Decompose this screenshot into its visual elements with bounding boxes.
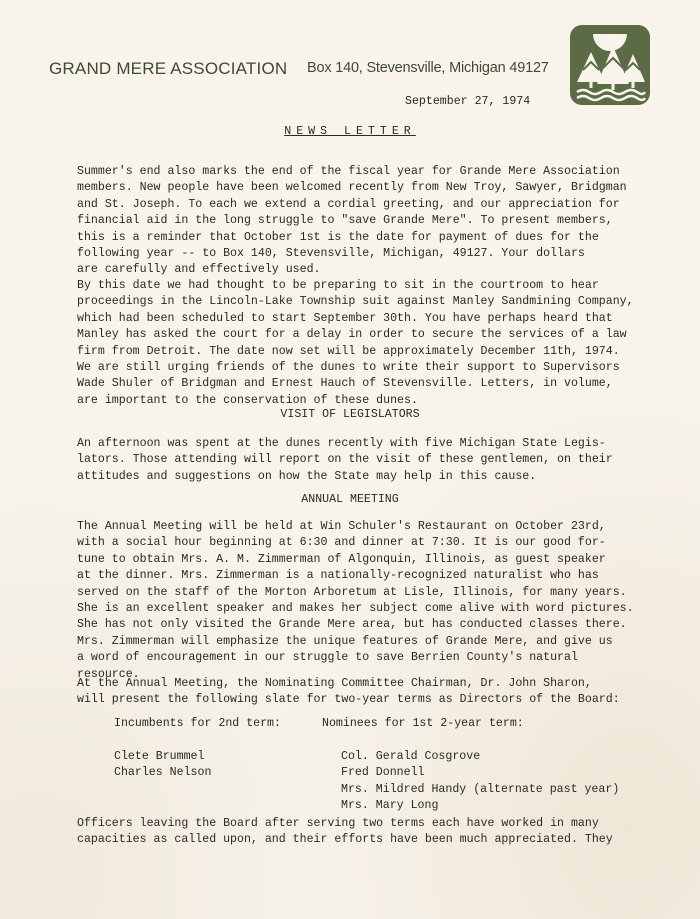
text-line: following year -- to Box 140, Stevensville, Michigan, 49127. Your dollars: [77, 247, 585, 261]
newsletter-title: NEWS LETTER: [284, 125, 416, 138]
text-line: We are still urging friends of the dunes to write their support to Supervisors: [77, 361, 620, 375]
text-line: are carefully and effectively used.: [77, 263, 321, 277]
text-line: Manley has asked the court for a delay in order to secure the services of a law: [77, 328, 627, 342]
text-line: members. New people have been welcomed recently from New Troy, Sawyer, Bridgman: [77, 181, 627, 195]
nominee-name: Mrs. Mildred Handy (alternate past year): [341, 782, 620, 796]
pine-trees-sun-logo-icon: [569, 24, 651, 106]
text-line: will present the following slate for two-year terms as Directors of the Board:: [77, 693, 620, 707]
text-line: resource.: [77, 667, 140, 681]
nominee-name: Mrs. Mary Long: [341, 799, 439, 813]
text-line: lators. Those attending will report on the visit of these gentlemen, on their: [77, 453, 613, 467]
text-line: By this date we had thought to be preparing to sit in the courtroom to hear: [77, 279, 599, 292]
section-heading-annual: ANNUAL MEETING: [301, 493, 399, 506]
text-line: are important to the conservation of these dunes.: [77, 393, 418, 407]
org-name: GRAND MERE ASSOCIATION: [49, 59, 288, 78]
text-line: The Annual Meeting will be held at Win Schuler's Restaurant on October 23rd,: [77, 520, 606, 533]
text-line: She is an excellent speaker and makes her subject come alive with word pictures.: [77, 602, 634, 616]
text-line: At the Annual Meeting, the Nominating Committee Chairman, Dr. John Sharon,: [77, 677, 592, 690]
nominees-column: [322, 716, 524, 732]
incumbent-name: Clete Brummel: [114, 749, 205, 763]
nominee-name: Col. Gerald Cosgrove: [341, 750, 481, 763]
paragraph-annual-meeting: [77, 519, 637, 683]
org-address: Box 140, Stevensville, Michigan 49127: [307, 60, 549, 76]
text-line: Officers leaving the Board after serving two terms each have worked in many: [77, 817, 599, 830]
paragraph-court-case: [77, 278, 637, 409]
spacer: [114, 732, 281, 748]
text-line: tune to obtain Mrs. A. M. Zimmerman of Algonquin, Illinois, as guest speaker: [77, 552, 606, 566]
text-line: this is a reminder that October 1st is the date for payment of dues for the: [77, 230, 599, 244]
text-line: Summer's end also marks the end of the fiscal year for Grande Mere Association: [77, 165, 620, 178]
text-line: attitudes and suggestions on how the State may help in this cause.: [77, 469, 537, 483]
paragraph-fiscal-year: [77, 164, 637, 279]
nominees-header: Nominees for 1st 2-year term:: [322, 717, 524, 730]
text-line: which had been scheduled to start September 30th. You have perhaps heard that: [77, 311, 613, 325]
text-line: served on the staff of the Morton Arboretum at Lisle, Illinois, for many years.: [77, 585, 627, 599]
nominee-name: Fred Donnell: [341, 766, 425, 780]
incumbent-name: Charles Nelson: [114, 766, 212, 780]
nominees-list: [341, 749, 619, 815]
text-line: Wade Shuler of Bridgman and Ernest Hauch of Stevensville. Letters, in volume,: [77, 377, 613, 391]
paragraph-officers: [77, 816, 637, 849]
text-line: firm from Detroit. The date now set will be approximately December 11th, 1974.: [77, 344, 620, 358]
text-line: proceedings in the Lincoln-Lake Township suit against Manley Sandmining Company,: [77, 295, 634, 309]
text-line: She has not only visited the Grande Mere area, but has conducted classes there.: [77, 618, 627, 632]
paragraph-nominating: [77, 676, 637, 709]
section-heading-visit: VISIT OF LEGISLATORS: [280, 408, 420, 421]
letter-date: September 27, 1974: [405, 95, 531, 108]
paragraph-legislators: [77, 436, 637, 485]
incumbents-column: [114, 716, 281, 782]
text-line: financial aid in the long struggle to "save Grande Mere". To present members,: [77, 214, 613, 228]
text-line: and St. Joseph. To each we extend a cordial greeting, and our appreciation for: [77, 197, 620, 211]
incumbents-header: Incumbents for 2nd term:: [114, 717, 281, 730]
text-line: An afternoon was spent at the dunes recently with five Michigan State Legis-: [77, 437, 606, 450]
text-line: Mrs. Zimmerman will emphasize the unique features of Grande Mere, and give us: [77, 634, 613, 648]
text-line: capacities as called upon, and their efforts have been much appreciated. They: [77, 833, 613, 847]
text-line: at the dinner. Mrs. Zimmerman is a nationally-recognized naturalist who has: [77, 569, 599, 583]
text-line: a word of encouragement in our struggle to save Berrien County's natural: [77, 651, 578, 665]
text-line: with a social hour beginning at 6:30 and dinner at 7:30. It is our good for-: [77, 536, 606, 550]
